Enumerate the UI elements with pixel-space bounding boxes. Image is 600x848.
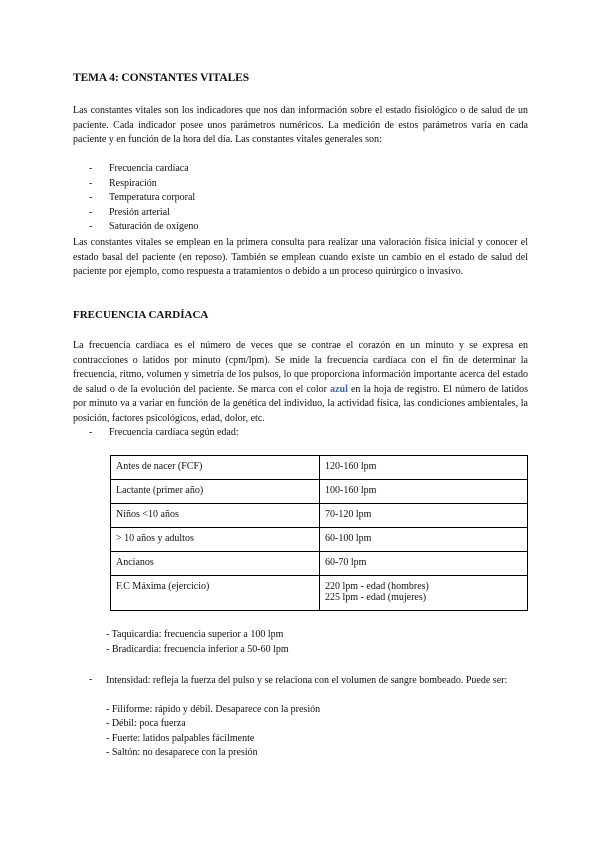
table-cell-label: Antes de nacer (FCF) xyxy=(111,456,320,480)
list-dash: - xyxy=(89,674,93,685)
intro-paragraph: Las constantes vitales son los indicadores que nos dan información sobre el estado fisiológico o de salud de un paciente. Cada indicador posee unos parámetros numéricos. La medición de estos parámetros varía en cada paciente y en función de la hora del día. Las constantes vitales generales son: xyxy=(73,105,528,146)
table-row xyxy=(111,528,528,552)
table-cell-label: > 10 años y adultos xyxy=(111,528,320,552)
table-row xyxy=(111,456,528,480)
fc-paragraph-part2: en la hoja de registro. El número de latidos por minuto va a variar en función de la genética del individuo, la actividad física, las condiciones ambientales, la posición, factores psicológicos, edad, dolor, etc. xyxy=(73,383,528,424)
bradycardia-note: - Bradicardia: frecuencia inferior a 50-60 lpm xyxy=(106,644,289,655)
table-row xyxy=(111,504,528,528)
max-value-men: 220 lpm - edad (hombres) xyxy=(325,581,429,592)
intensity-paragraph: Intensidad: refleja la fuerza del pulso y se relaciona con el volumen de sangre bombeado. Puede ser: xyxy=(106,675,508,686)
table-cell-label: Ancianos xyxy=(111,552,320,576)
list-item: - Presión arterial xyxy=(73,206,198,221)
pulse-type: - Débil: poca fuerza xyxy=(106,718,186,729)
list-item: - Saturación de oxígeno xyxy=(73,220,198,235)
pulse-type: - Fuerte: latidos palpables fácilmente xyxy=(106,733,255,744)
table-cell-value xyxy=(320,576,528,611)
fc-list xyxy=(73,426,239,441)
table-cell-value: 100-160 lpm xyxy=(320,480,528,504)
list-item: - Temperatura corporal xyxy=(73,191,198,206)
table-row xyxy=(111,480,528,504)
table-row xyxy=(111,576,528,611)
tachycardia-note: - Taquicardia: frecuencia superior a 100 lpm xyxy=(106,629,284,640)
vital-signs-list xyxy=(73,162,198,235)
fc-paragraph-part1: La frecuencia cardíaca es el número de veces que se contrae el corazón en un minuto y se expresa en contracciones o latidos por minuto (cpm/lpm). Se mide la frecuencia cardíaca con el fin de determinar la frecuencia, ritmo, volumen y simetría de los pulsos, lo que proporciona información importante acerca del estado de salud o de la evolución del paciente. Se marca con el color xyxy=(73,340,528,395)
color-word: azul xyxy=(330,383,348,395)
table-cell-label: F.C Máxima (ejercicio) xyxy=(111,576,320,611)
usage-paragraph: Las constantes vitales se emplean en la primera consulta para realizar una valoración física inicial y conocer el estado basal del paciente (en reposo). También se emplean cuando existe un cambio en el estado de salud del paciente por ejemplo, como respuesta a tratamientos o debido a un proceso quirúrgico o invasivo. xyxy=(73,237,528,278)
page-title: TEMA 4: CONSTANTES VITALES xyxy=(73,72,250,84)
pulse-type: - Saltón: no desaparece con la presión xyxy=(106,747,258,758)
heart-rate-table xyxy=(110,455,528,611)
list-item: - Frecuencia cardíaca según edad: xyxy=(73,426,239,441)
section-heading: FRECUENCIA CARDÍACA xyxy=(73,309,209,321)
pulse-type: - Filiforme: rápido y débil. Desaparece con la presión xyxy=(106,704,321,715)
list-item: - Frecuencia cardíaca xyxy=(73,162,198,177)
table-row xyxy=(111,552,528,576)
table-cell-label: Niños <10 años xyxy=(111,504,320,528)
table-cell-value: 60-100 lpm xyxy=(320,528,528,552)
table-cell-label: Lactante (primer año) xyxy=(111,480,320,504)
max-value-women: 225 lpm - edad (mujeres) xyxy=(325,592,427,603)
table-cell-value: 60-70 lpm xyxy=(320,552,528,576)
table-cell-value: 70-120 lpm xyxy=(320,504,528,528)
table-cell-value: 120-160 lpm xyxy=(320,456,528,480)
list-item: - Respiración xyxy=(73,177,198,192)
fc-paragraph xyxy=(73,339,528,427)
